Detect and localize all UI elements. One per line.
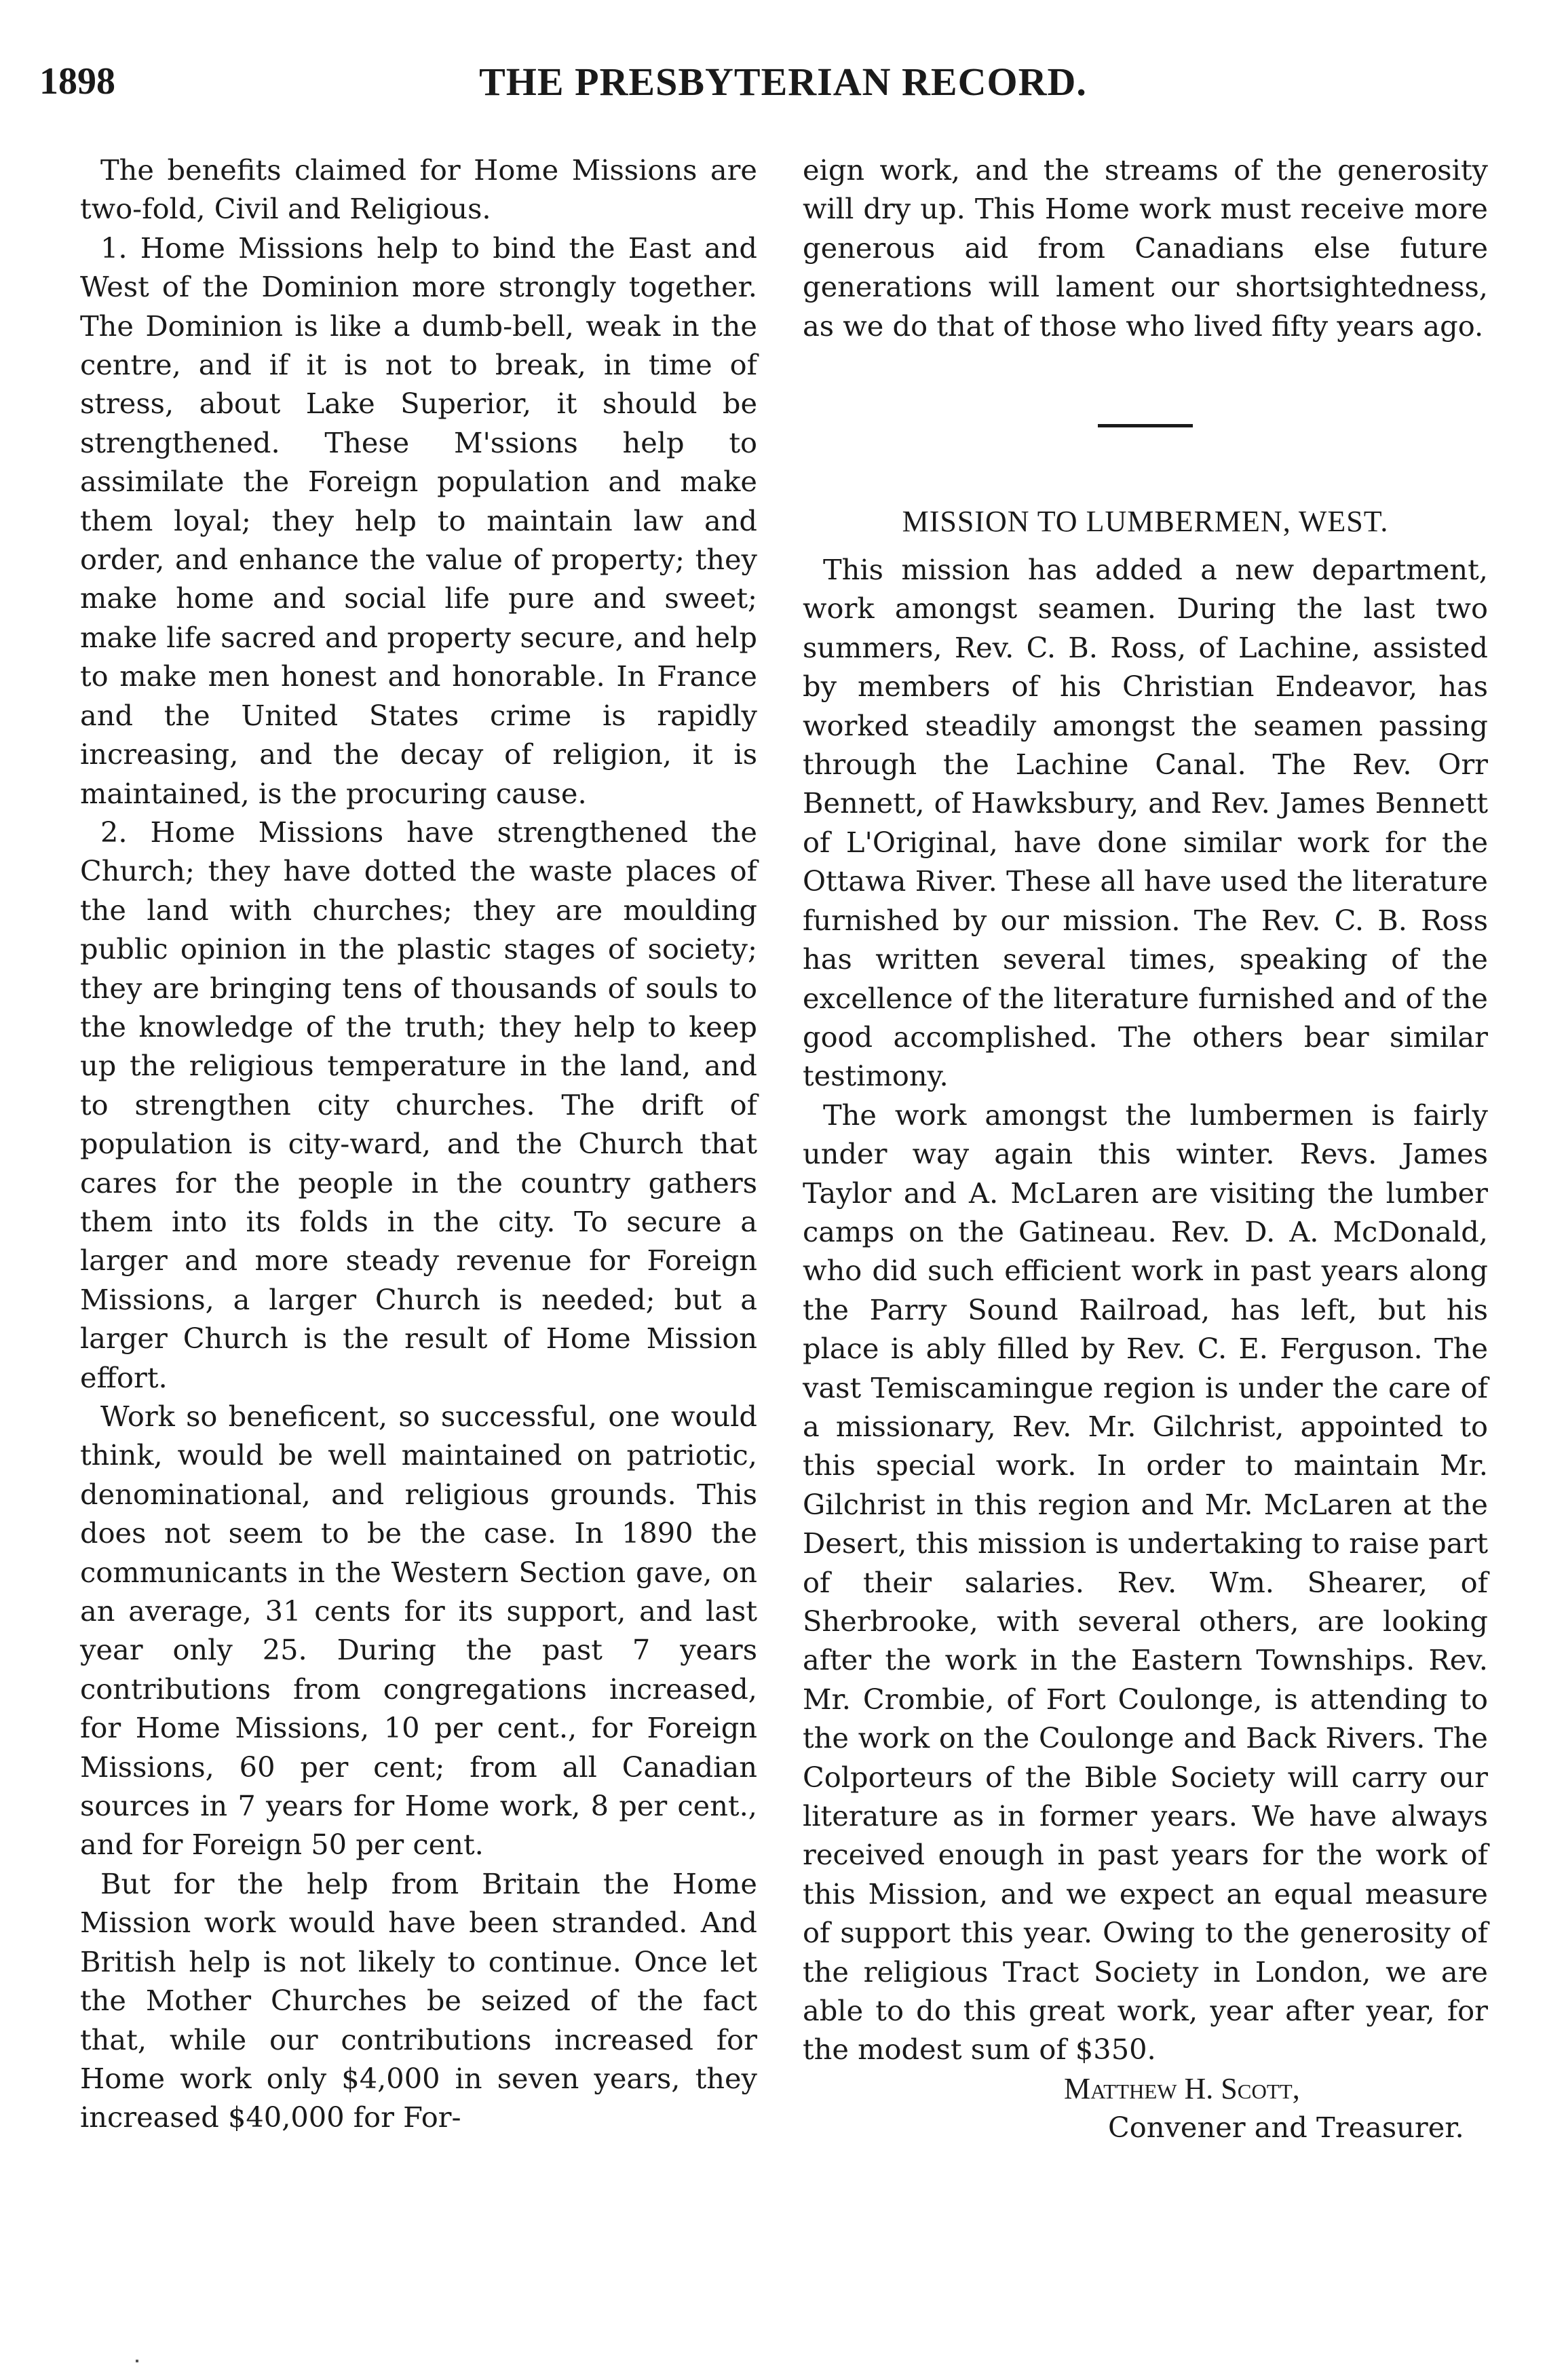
body-paragraph: This mission has added a new department, work amongst seamen. During the last two summers, Rev. C. B. Ross, of Lachine, assisted by members of his Christian Endeavor, has worked steadily amongst the seamen passing through the Lachine Canal. The Rev. Orr Bennett, of Hawksbury, and Rev. James Bennett of L'Original, have done similar work for the Ottawa River. These all have used the literature furnished by our mission. The Rev. C. B. Ross has written several times, speaking of the excellence of the literature furnished and of the good accomplished. The others bear similar testimony.	[803, 553, 1488, 1093]
body-paragraph: 1. Home Missions help to bind the East and West of the Dominion more strongly together. The Dominion is like a dumb-bell, weak in the centre, and if it is not to break, in time of stress, about Lake Superior, it should be strengthened. These M'ssions help to assimilate the Foreign population and make them loyal; they help to maintain law and order, and enhance the value of property; they make home and social life pure and sweet; make life sacred and property secure, and help to make men honest and honorable. In France and the United States crime is rapidly increasing, and the decay of religion, it is maintained, is the procuring cause.	[80, 231, 757, 810]
body-paragraph: The benefits claimed for Home Missions are two-fold, Civil and Religious.	[80, 153, 757, 226]
signature-title: Convener and Treasurer.	[1108, 2110, 1464, 2144]
section-heading: MISSION TO LUMBERMEN, WEST.	[902, 505, 1389, 539]
body-paragraph: 2. Home Missions have strengthened the Church; they have dotted the waste places of the land with churches; they are moulding public opinion in the plastic stages of society; they are bringing tens of thousands of souls to the knowledge of the truth; they help to keep up the religious temperature in the land, and to strengthen city churches. The drift of population is city-ward, and the Church that cares for the people in the country gathers them into its folds in the city. To secure a larger and more steady revenue for Foreign Missions, a larger Church is needed; but a larger Church is the result of Home Mission effort.	[80, 815, 757, 1394]
section-divider	[1098, 424, 1193, 427]
continued-paragraph: eign work, and the streams of the generosity will dry up. This Home work must receive more generous aid from Canadians else future generations will lament our shortsightedness, as we do that of those who lived fifty years ago.	[803, 153, 1488, 343]
body-paragraph: Work so beneficent, so successful, one would think, would be well maintained on patriotic, denominational, and religious grounds. This does not seem to be the case. In 1890 the communicants in the Western Section gave, on an average, 31 cents for its support, and last year only 25. During the past 7 years contributions from congregations increased, for Home Missions, 10 per cent., for Foreign Missions, 60 per cent; from all Canadian sources in 7 years for Home work, 8 per cent., and for Foreign 50 per cent.	[80, 1400, 757, 1862]
print-mark	[136, 2360, 138, 2362]
running-head-title: THE PRESBYTERIAN RECORD.	[479, 60, 1087, 104]
left-column	[80, 151, 757, 2137]
right-column	[803, 151, 1488, 2147]
signature-name: Matthew H. Scott,	[1064, 2071, 1300, 2105]
body-paragraph: The work amongst the lumbermen is fairly under way again this winter. Revs. James Taylor and A. McLaren are visiting the lumber camps on the Gatineau. Rev. D. A. McDonald, who did such efficient work in past years along the Parry Sound Railroad, has left, but his place is ably filled by Rev. C. E. Ferguson. The vast Temiscamingue region is under the care of a missionary, Rev. Mr. Gilchrist, appointed to this special work. In order to maintain Mr. Gilchrist in this region and Mr. McLaren at the Desert, this mission is undertaking to raise part of their salaries. Rev. Wm. Shearer, of Sherbrooke, with several others, are looking after the work in the Eastern Townships. Rev. Mr. Crombie, of Fort Coulonge, is attending to the work on the Coulonge and Back Rivers. The Colporteurs of the Bible Society will carry our literature as in former years. We have always received enough in past years for the work of this Mission, and we expect an equal measure of support this year. Owing to the generosity of the religious Tract Society in London, we are able to do this great work, year after year, for the modest sum of $350.	[803, 1098, 1488, 2067]
page-number: 1898	[39, 60, 115, 102]
body-paragraph: But for the help from Britain the Home Mission work would have been stranded. And British help is not likely to continue. Once let the Mother Churches be seized of the fact that, while our contributions increased for Home work only $4,000 in seven years, they increased $40,000 for For-	[80, 1866, 757, 2134]
